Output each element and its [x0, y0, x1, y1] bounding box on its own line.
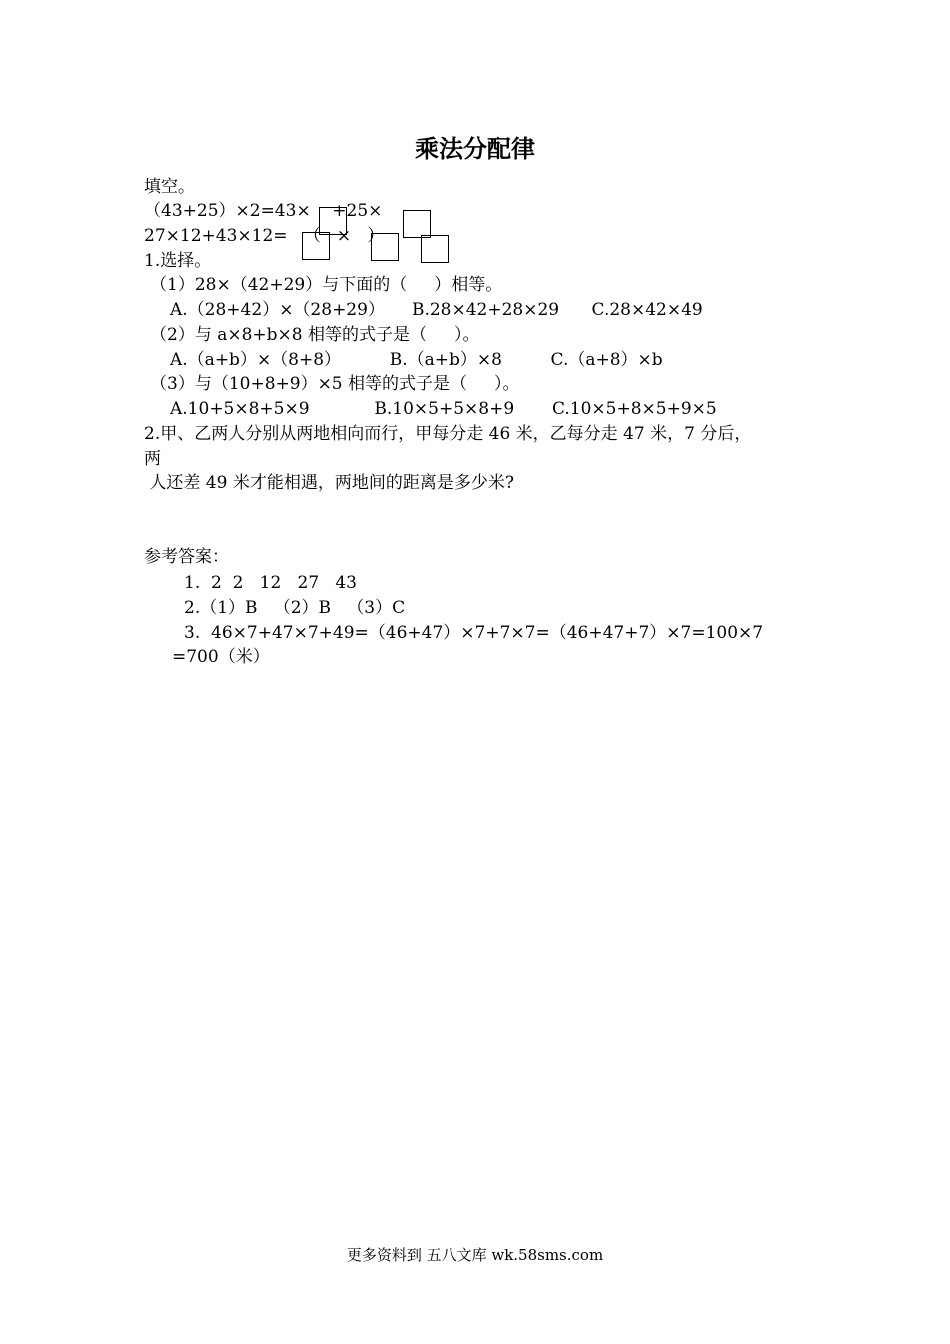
answer-box-1[interactable] [319, 207, 347, 235]
question-3: （3）与（10+8+9）×5 相等的式子是（ ）。 [150, 374, 520, 394]
word-problem-line-1: 2.甲、乙两人分别从两地相向而行，甲每分走 46 米，乙每分走 47 米，7 分后， [144, 424, 752, 444]
answer-3: 3. 46×7+47×7+49=（46+47）×7+7×7=（46+47+7）×7=100×7 [184, 623, 764, 643]
answer-box-4[interactable] [371, 233, 399, 261]
answer-2: 2.（1）B （2）B （3）C [184, 598, 406, 618]
footer-link[interactable]: 更多资料到 五八文库 wk.58sms.com [346, 1246, 604, 1264]
fill-heading: 填空。 [144, 177, 195, 197]
fill-line-1: （43+25）×2=43× +25× [144, 201, 383, 221]
answer-3-continued: =700（米） [172, 647, 270, 667]
word-problem-line-3: 人还差 49 米才能相遇，两地间的距离是多少米? [144, 473, 514, 493]
choice-heading: 1.选择。 [144, 251, 212, 271]
answer-box-5[interactable] [421, 235, 449, 263]
question-3-options: A.10+5×8+5×9 B.10×5+5×8+9 C.10×5+8×5+9×5 [170, 399, 717, 419]
question-2: （2）与 a×8+b×8 相等的式子是（ ）。 [150, 325, 480, 345]
question-1: （1）28×（42+29）与下面的（ ）相等。 [150, 275, 503, 295]
answer-box-3[interactable] [302, 232, 330, 260]
word-problem-line-2: 两 [144, 449, 161, 469]
answer-box-2[interactable] [403, 210, 431, 238]
answers-heading: 参考答案： [144, 547, 229, 567]
fill-line-2: 27×12+43×12= （ × ） [144, 226, 385, 246]
question-1-options: A.（28+42）×（28+29） B.28×42+28×29 C.28×42×49 [170, 300, 703, 320]
question-2-options: A.（a+b）×（8+8） B.（a+b）×8 C.（a+8）×b [170, 350, 663, 370]
answer-1: 1. 2 2 12 27 43 [184, 573, 357, 593]
page-title: 乘法分配律 [415, 134, 535, 163]
